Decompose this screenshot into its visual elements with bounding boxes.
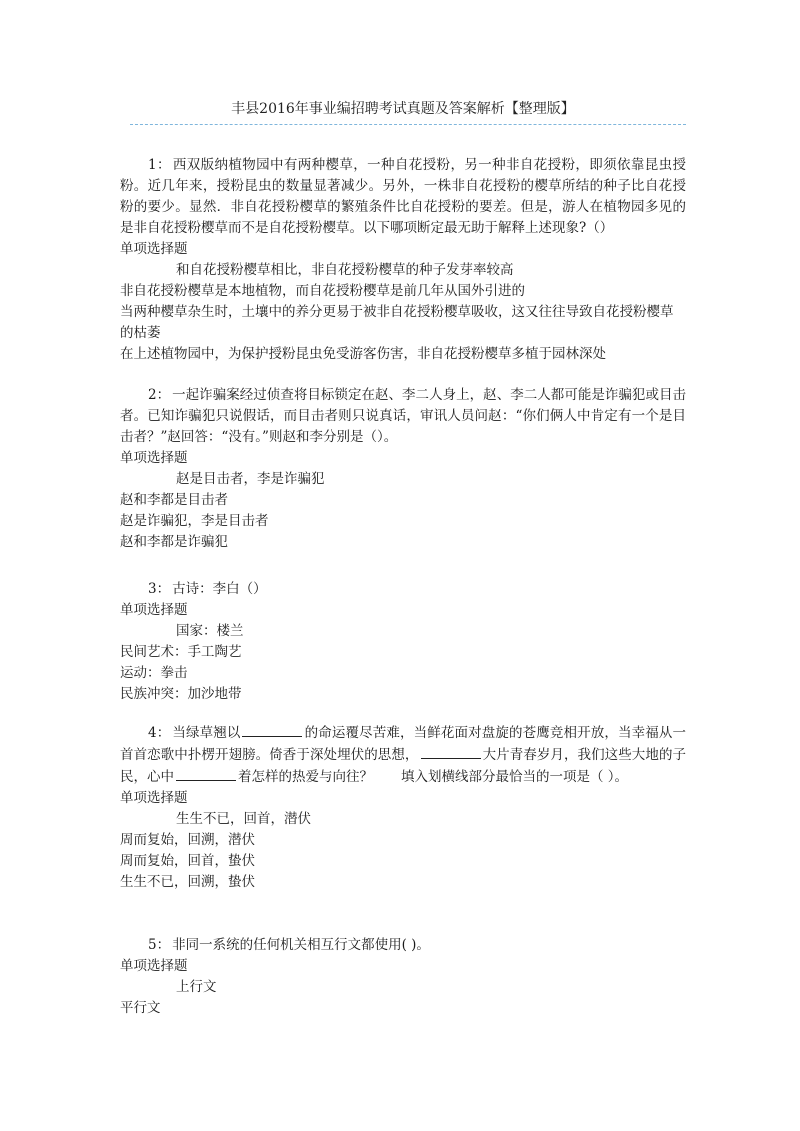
question-stem xyxy=(120,579,686,600)
option-c[interactable]: 周而复始，回首，蛰伏 xyxy=(120,853,255,869)
question-4 xyxy=(120,722,686,893)
option-c[interactable]: 运动：拳击 xyxy=(120,665,188,681)
option-a[interactable]: 国家：楼兰 xyxy=(176,623,244,639)
question-3 xyxy=(120,579,686,705)
option-d[interactable]: 民族冲突：加沙地带 xyxy=(120,686,242,702)
option-b[interactable]: 周而复始，回溯，潜伏 xyxy=(120,832,255,848)
option-a[interactable]: 和自花授粉樱草相比，非自花授粉樱草的种子发芽率较高 xyxy=(176,262,514,278)
question-1 xyxy=(120,155,686,365)
question-text: 西双版纳植物园中有两种樱草，一种自花授粉，另一种非自花授粉，即须依靠昆虫授粉。近几年来，授粉昆虫的数量显著减少。另外，一株非自花授粉的樱草所结的种子比自花授粉的要少。显然．非自花授粉樱草的繁殖条件比自花授粉的要差。但是，游人在植物园多见的是非自花授粉樱草而不是自花授粉樱草。以下哪项断定最无助于解释上述现象?（） xyxy=(120,157,687,236)
option-c[interactable]: 当两种樱草杂生时，土壤中的养分更易于被非自花授粉樱草吸收，这又往往导致自花授粉樱草的枯萎 xyxy=(120,304,674,341)
question-5 xyxy=(120,935,686,1019)
option-b[interactable]: 赵和李都是目击者 xyxy=(120,492,228,508)
question-stem xyxy=(120,385,686,448)
question-text: 一起诈骗案经过侦查将目标锁定在赵、李二人身上，赵、李二人都可能是诈骗犯或目击者。已知诈骗犯只说假话，而目击者则只说真话，审讯人员问赵：“你们俩人中肯定有一个是目击者？”赵回答：“没有。”则赵和李分别是（）。 xyxy=(120,387,686,445)
question-type: 单项选择题 xyxy=(120,241,188,257)
question-number: 4： xyxy=(148,725,171,741)
question-number: 5： xyxy=(148,937,171,953)
question-type: 单项选择题 xyxy=(120,790,188,806)
option-d[interactable]: 在上述植物园中，为保护授粉昆虫免受游客伤害，非自花授粉樱草多植于园林深处 xyxy=(120,346,606,362)
question-2 xyxy=(120,385,686,553)
option-a[interactable]: 生生不已，回首，潜伏 xyxy=(176,811,311,827)
question-text: 古诗：李白（） xyxy=(172,581,267,597)
option-b[interactable]: 民间艺术：手工陶艺 xyxy=(120,644,242,660)
question-text-part: 当绿草翘以 xyxy=(172,725,241,741)
question-text-part: 填入划横线部分最恰当的一项是（ ）。 xyxy=(401,769,629,785)
document-title: 丰县2016年事业编招聘考试真题及答案解析【整理版】 xyxy=(231,101,575,117)
fill-blank-1[interactable] xyxy=(242,722,302,737)
title-divider xyxy=(130,124,686,125)
question-number: 2： xyxy=(148,387,171,403)
option-c[interactable]: 赵是诈骗犯，李是目击者 xyxy=(120,513,269,529)
option-a[interactable]: 上行文 xyxy=(176,979,217,995)
question-stem xyxy=(120,722,686,788)
option-b[interactable]: 平行文 xyxy=(120,1000,161,1016)
question-text: 非同一系统的任何机关相互行文都使用( )。 xyxy=(172,937,430,953)
question-text-part: 的命运覆尽苦难，当鲜花面对盘旋的苍鹰竞相开放，当幸福从一首首恋歌中扑楞开翅膀。倚香于深处埋伏的思想， xyxy=(120,725,687,763)
option-a[interactable]: 赵是目击者，李是诈骗犯 xyxy=(176,471,325,487)
question-number: 3： xyxy=(148,581,171,597)
question-type: 单项选择题 xyxy=(120,450,188,466)
question-text-part: 大片青春岁月，我们这些大地的子民，心中 xyxy=(120,747,687,785)
fill-blank-2[interactable] xyxy=(421,744,481,759)
question-text-part: 着怎样的热爱与向往？ xyxy=(238,769,373,785)
question-stem xyxy=(120,155,686,239)
question-type: 单项选择题 xyxy=(120,958,188,974)
option-b[interactable]: 非自花授粉樱草是本地植物，而自花授粉樱草是前几年从国外引进的 xyxy=(120,283,525,299)
fill-blank-3[interactable] xyxy=(176,766,236,781)
option-d[interactable]: 赵和李都是诈骗犯 xyxy=(120,534,228,550)
question-number: 1： xyxy=(148,157,171,173)
question-type: 单项选择题 xyxy=(120,602,188,618)
option-d[interactable]: 生生不已，回溯，蛰伏 xyxy=(120,874,255,890)
question-stem xyxy=(120,935,686,956)
